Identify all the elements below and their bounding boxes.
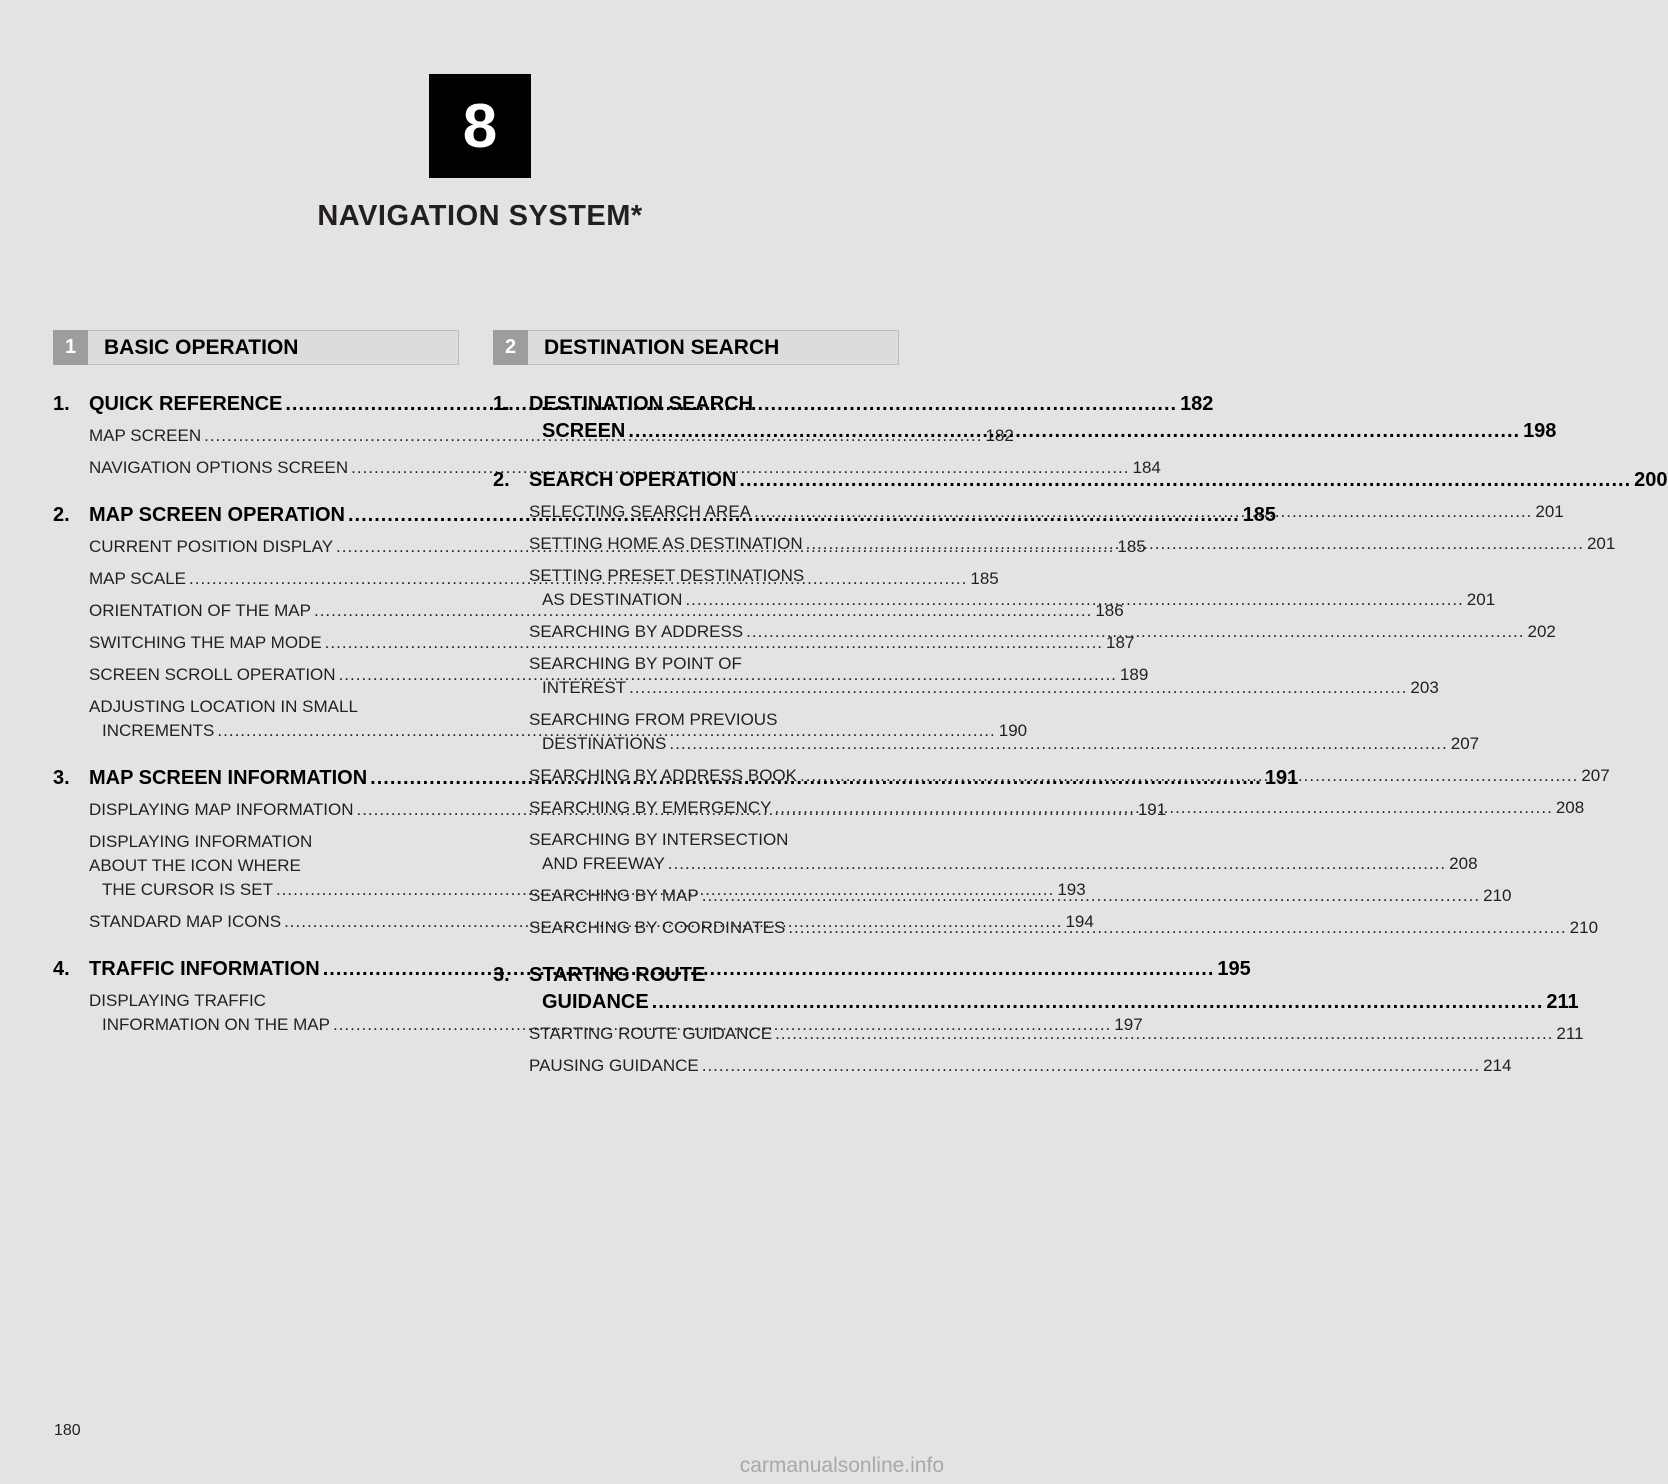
section-number-badge: 2 [493, 330, 528, 365]
topic-heading-last-line-text: MAP SCREEN INFORMATION [89, 767, 368, 789]
subtopic-last-line-leader-dots [754, 500, 1532, 524]
subtopic-last-line-leader-dots [746, 620, 1524, 644]
topic-heading-last-line-page-number: 185 [1242, 504, 1277, 526]
page-number: 180 [54, 1422, 81, 1439]
topic-heading-last-line-page-number: 191 [1264, 767, 1299, 789]
section-title: DESTINATION SEARCH [544, 335, 780, 359]
subtopic-last-line[interactable] [529, 1054, 1512, 1078]
subtopic-last-line-leader-dots [702, 1054, 1480, 1078]
subtopic-last-line-leader-dots [800, 764, 1578, 788]
subtopic-last-line-page-number: 191 [1137, 800, 1167, 819]
topic-number: 3. [493, 964, 510, 986]
subtopic-last-line-page-number: 197 [1114, 1015, 1143, 1034]
subtopic-last-line-page-number: 186 [1095, 601, 1124, 620]
topic-heading-last-line-page-number: 200 [1634, 469, 1668, 491]
topic-heading-last-line-text: SCREEN [542, 420, 626, 442]
subtopic-last-line-page-number: 210 [1483, 886, 1512, 905]
subtopic-item[interactable] [529, 1054, 1512, 1078]
subtopic-last-line-leader-dots [669, 732, 1447, 756]
subtopic-last-line-text: SEARCHING BY COORDINATES [529, 918, 786, 937]
topic-heading-last-line-text: MAP SCREEN OPERATION [89, 504, 345, 526]
subtopic-last-line-text: SEARCHING BY ADDRESS BOOK [529, 766, 797, 785]
topic-heading-last-line-text: QUICK REFERENCE [89, 393, 283, 415]
subtopic-last-line-page-number: 214 [1483, 1056, 1512, 1075]
subtopic-last-line-text: PAUSING GUIDANCE [529, 1056, 699, 1075]
subtopic-last-line-page-number: 190 [998, 721, 1028, 740]
subtopic-last-line-text: DESTINATIONS [542, 734, 667, 753]
subtopic-line: DISPLAYING TRAFFIC [89, 991, 266, 1010]
subtopic-last-line-text: MAP SCREEN [89, 426, 202, 445]
topic-heading-line: STARTING ROUTE [529, 964, 706, 986]
subtopic-last-line-leader-dots [629, 676, 1407, 700]
subtopic-last-line-text: STARTING ROUTE GUIDANCE [529, 1024, 773, 1043]
subtopic-last-line-text: SEARCHING BY MAP [529, 886, 699, 905]
topic-number: 2. [493, 469, 510, 491]
topic-heading-last-line-leader-dots [739, 467, 1631, 494]
subtopic-last-line-leader-dots [806, 532, 1584, 556]
subtopic-last-line-page-number: 210 [1569, 918, 1599, 937]
subtopic-last-line-leader-dots [788, 916, 1566, 940]
subtopic-last-line-page-number: 187 [1106, 633, 1135, 652]
section-number-badge: 1 [53, 330, 88, 365]
subtopic-last-line-text: SCREEN SCROLL OPERATION [89, 665, 336, 684]
section-header [53, 330, 459, 365]
subtopic-line: SEARCHING FROM PREVIOUS [529, 710, 778, 729]
subtopic-last-line-text: SEARCHING BY ADDRESS [529, 622, 744, 641]
subtopic-last-line-text: ORIENTATION OF THE MAP [89, 601, 311, 620]
subtopic-last-line-page-number: 201 [1586, 534, 1616, 553]
chapter-number-box: 8 [429, 74, 531, 178]
topic-heading-body [529, 391, 1556, 445]
subtopic-last-line-text: INFORMATION ON THE MAP [102, 1015, 330, 1034]
subtopic-last-line-text: AS DESTINATION [542, 590, 683, 609]
topic-heading-last-line-leader-dots [628, 418, 1520, 445]
section-header [493, 330, 899, 365]
subtopic-last-line-page-number: 201 [1466, 590, 1496, 609]
subtopic-last-line-text: STANDARD MAP ICONS [89, 912, 282, 931]
subtopic-last-line[interactable] [529, 676, 1439, 700]
subtopic-last-line-text: SWITCHING THE MAP MODE [89, 633, 322, 652]
subtopic-last-line[interactable] [89, 424, 1014, 448]
subtopic-line: SEARCHING BY INTERSECTION [529, 830, 789, 849]
subtopic-last-line-text: MAP SCALE [89, 569, 187, 588]
subtopic-last-line-text: INTEREST [542, 678, 627, 697]
subtopic-last-line-leader-dots [685, 588, 1463, 612]
subtopic-last-line-text: AND FREEWAY [542, 854, 665, 873]
topic-heading-last-line-text: GUIDANCE [542, 991, 649, 1013]
subtopic-last-line-page-number: 208 [1449, 854, 1478, 873]
section-title: BASIC OPERATION [104, 335, 299, 359]
subtopic-last-line-page-number: 201 [1535, 502, 1564, 521]
subtopic-line: ADJUSTING LOCATION IN SMALL [89, 697, 358, 716]
topic-number: 4. [53, 958, 70, 980]
topic-heading-last-line[interactable] [529, 989, 1579, 1016]
topic-heading-last-line-page-number: 211 [1546, 991, 1579, 1013]
subtopic-item[interactable] [529, 828, 1478, 876]
subtopic-last-line-page-number: 194 [1065, 912, 1094, 931]
subtopic-last-line-leader-dots [775, 1022, 1553, 1046]
subtopic-line: SEARCHING BY POINT OF [529, 654, 742, 673]
subtopic-last-line-page-number: 207 [1450, 734, 1480, 753]
topic-heading-body [529, 467, 1668, 494]
chapter-title: NAVIGATION SYSTEM* [317, 200, 643, 232]
subtopic-last-line-page-number: 185 [970, 569, 999, 588]
topic-heading-last-line-text: SEARCH OPERATION [529, 469, 737, 491]
subtopic-last-line-text: SELECTING SEARCH AREA [529, 502, 752, 521]
subtopic-line: DISPLAYING INFORMATION [89, 832, 313, 851]
subtopic-last-line-text: NAVIGATION OPTIONS SCREEN [89, 458, 349, 477]
subtopic-last-line-leader-dots [668, 852, 1446, 876]
subtopic-line: ABOUT THE ICON WHERE [89, 856, 301, 875]
topic-heading-last-line-page-number: 195 [1217, 958, 1251, 980]
topic-heading-last-line-page-number: 198 [1523, 420, 1557, 442]
topic-heading-last-line-text: TRAFFIC INFORMATION [89, 958, 320, 980]
subtopic-line: SETTING PRESET DESTINATIONS [529, 566, 805, 585]
subtopic-last-line-page-number: 203 [1410, 678, 1439, 697]
subtopic-last-line-page-number: 184 [1132, 458, 1161, 477]
subtopic-last-line-page-number: 207 [1581, 766, 1610, 785]
topic-number: 1. [53, 393, 70, 415]
subtopic-last-line-page-number: 193 [1057, 880, 1086, 899]
subtopic-last-line-text: INCREMENTS [102, 721, 215, 740]
topic-heading-line: DESTINATION SEARCH [529, 393, 754, 415]
subtopic-last-line-page-number: 185 [1117, 537, 1146, 556]
subtopic-last-line-page-number: 202 [1527, 622, 1556, 641]
topic-heading-body [529, 962, 1579, 1016]
subtopic-item[interactable] [89, 424, 1014, 448]
topic-number: 1. [493, 393, 510, 415]
topic-heading-last-line-leader-dots [652, 989, 1544, 1016]
subtopic-last-line-text: SETTING HOME AS DESTINATION [529, 534, 803, 553]
subtopic-last-line-text: DISPLAYING MAP INFORMATION [89, 800, 354, 819]
topic-heading-last-line[interactable] [529, 467, 1668, 494]
subtopic-last-line[interactable] [529, 852, 1478, 876]
subtopic-last-line-page-number: 182 [985, 426, 1014, 445]
subtopic-last-line-leader-dots [774, 796, 1552, 820]
subtopic-last-line-text: THE CURSOR IS SET [102, 880, 273, 899]
topic-number: 3. [53, 767, 70, 789]
subtopic-last-line-text: CURRENT POSITION DISPLAY [89, 537, 334, 556]
subtopic-last-line[interactable] [529, 732, 1480, 756]
subtopic-last-line-page-number: 189 [1119, 665, 1149, 684]
subtopic-last-line-page-number: 211 [1556, 1024, 1584, 1043]
subtopic-last-line-page-number: 208 [1555, 798, 1585, 817]
subtopic-last-line-text: SEARCHING BY EMERGENCY [529, 798, 772, 817]
subtopic-last-line-leader-dots [702, 884, 1480, 908]
watermark: carmanualsonline.info [739, 1454, 944, 1477]
topic-heading-last-line[interactable] [529, 418, 1556, 445]
topic-heading-last-line-page-number: 182 [1180, 393, 1214, 415]
topic-number: 2. [53, 504, 70, 526]
